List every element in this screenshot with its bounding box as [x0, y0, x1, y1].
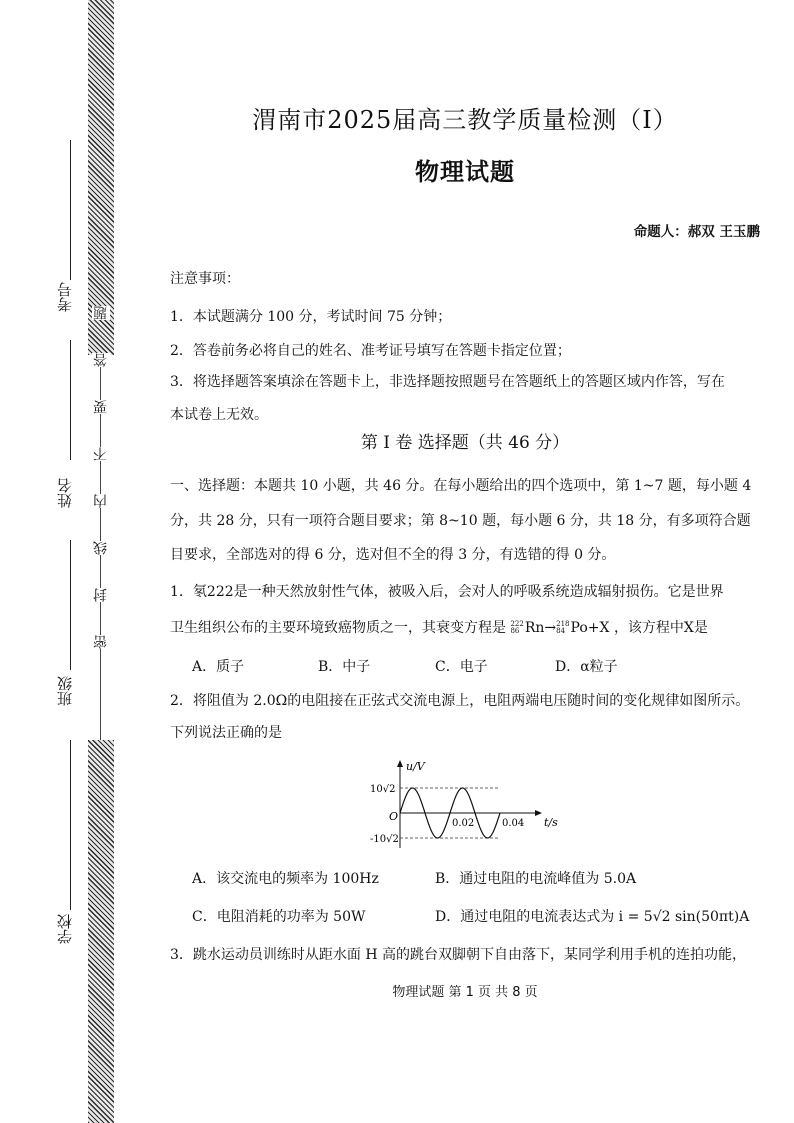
seal-char: 要 — [93, 400, 109, 414]
y-min-label: -10√2 — [370, 834, 399, 845]
school-label: 学校 — [56, 914, 74, 944]
q2-option-d[interactable]: D．通过电阻的电流表达式为 i = 5√2 sin(50πt)A — [435, 909, 750, 925]
class-label: 班级 — [56, 676, 74, 706]
section-title: 第 I 卷 选择题（共 46 分） — [360, 433, 570, 453]
school-field[interactable] — [70, 740, 71, 910]
seal-char: 内 — [93, 494, 109, 508]
author-line: 命题人：郝双 王玉鹏 — [633, 224, 760, 240]
po-isotope — [556, 621, 569, 635]
y-axis-label: u/V — [406, 760, 425, 773]
rn-charge: 86 — [510, 627, 520, 635]
y-axis-arrow — [397, 760, 403, 767]
x-tick-label: 0.04 — [502, 818, 525, 829]
exam-title: 渭南市2025届高三教学质量检测（I） — [252, 106, 678, 134]
part-one-instructions: 一、选择题：本题共 10 小题，共 46 分。在每小题给出的四个选项中，第 1~7 题，每小题 4 — [170, 478, 752, 494]
q2-option-c[interactable]: C．电阻消耗的功率为 50W — [192, 909, 366, 925]
seal-char: 线 — [93, 541, 109, 555]
binding-margin — [0, 0, 150, 1123]
y-max-label: 10√2 — [370, 784, 396, 795]
page-footer: 物理试题 第 1 页 共 8 页 — [392, 985, 538, 1000]
seal-char: 题 — [93, 306, 109, 320]
po-symbol: Po — [570, 620, 588, 636]
rn-mass: 222 — [510, 620, 524, 628]
notice-heading: 注意事项： — [170, 271, 240, 287]
x-tick-label: 0.02 — [452, 818, 475, 829]
po-charge: 84 — [556, 627, 566, 635]
product-x: +X — [587, 620, 610, 636]
q1-option-d[interactable]: D．α粒子 — [555, 659, 618, 675]
question-1-text: ，该方程中X是 — [613, 620, 708, 636]
q2-option-a[interactable]: A．该交流电的频率为 100Hz — [192, 871, 379, 887]
q1-option-a[interactable]: A．质子 — [192, 659, 245, 675]
exam-subtitle: 物理试题 — [415, 157, 515, 186]
seal-char: 封 — [93, 588, 109, 602]
question-2-text: 2．将阻值为 2.0Ω的电阻接在正弦式交流电源上，电阻两端电压随时间的变化规律如图所示。 — [170, 693, 750, 709]
hatched-strip-bottom — [88, 740, 114, 1123]
notice-item: 2．答卷前务必将自己的姓名、准考证号填写在答题卡指定位置； — [170, 343, 571, 359]
rn-symbol: Rn — [524, 620, 545, 636]
notice-item: 1．本试题满分 100 分，考试时间 75 分钟； — [170, 309, 452, 325]
origin-label: O — [389, 810, 399, 823]
seal-char: 密 — [93, 635, 109, 649]
rn-isotope — [510, 621, 523, 635]
question-2-text: 下列说法正确的是 — [170, 725, 282, 741]
seal-char: 不 — [93, 447, 109, 461]
x-axis-arrow — [535, 810, 542, 816]
voltage-time-graph — [370, 758, 560, 858]
name-label: 姓名 — [56, 478, 74, 508]
seal-char: 答 — [93, 353, 109, 367]
q2-option-b[interactable]: B．通过电阻的电流峰值为 5.0A — [435, 871, 637, 887]
notice-item: 3．将选择题答案填涂在答题卡上，非选择题按照题号在答题纸上的答题区域内作答，写在 — [170, 374, 725, 390]
part-one-instructions: 分，共 28 分，只有一项符合题目要求；第 8~10 题，每小题 6 分，共 18 分，有多项符合题 — [170, 513, 751, 529]
question-3-text: 3．跳水运动员训练时从距水面 H 高的跳台双脚朝下自由落下，某同学利用手机的连拍功能， — [170, 947, 747, 963]
po-mass: 218 — [556, 620, 570, 628]
exam-number-field[interactable] — [70, 140, 71, 280]
question-1-equation-line — [170, 617, 708, 637]
notice-item: 本试卷上无效。 — [170, 407, 268, 423]
hatched-strip-top — [88, 0, 114, 355]
name-field[interactable] — [70, 340, 71, 460]
x-axis-label: t/s — [544, 816, 558, 829]
exam-page — [170, 0, 760, 1123]
question-1-text: 1．氡222是一种天然放射性气体，被吸入后，会对人的呼吸系统造成辐射损伤。它是世界 — [170, 584, 724, 600]
part-one-instructions: 目要求，全部选对的得 6 分，选对但不全的得 3 分，有选错的得 0 分。 — [170, 547, 616, 563]
q1-option-c[interactable]: C．电子 — [435, 659, 488, 675]
reaction-arrow: → — [544, 620, 557, 636]
class-field[interactable] — [70, 540, 71, 670]
q1-option-b[interactable]: B．中子 — [318, 659, 371, 675]
exam-number-label: 考号 — [56, 282, 74, 312]
question-1-text: 卫生组织公布的主要环境致癌物质之一，其衰变方程是 — [170, 620, 506, 636]
